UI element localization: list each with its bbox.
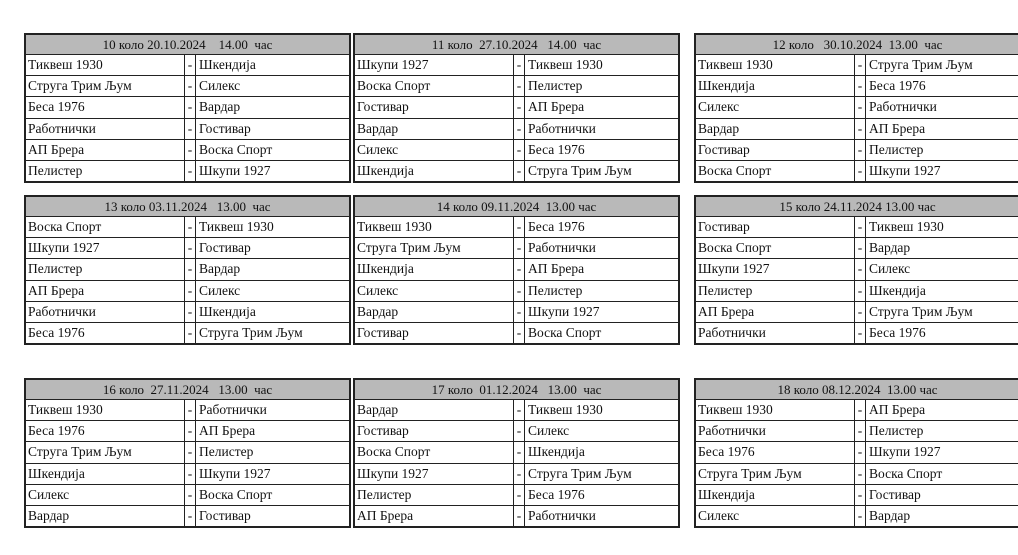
round-header: 16 коло 27.11.2024 13.00 час bbox=[26, 380, 349, 400]
match-row bbox=[26, 119, 349, 140]
match-row bbox=[696, 259, 1018, 280]
match-row bbox=[355, 140, 678, 161]
separator: - bbox=[855, 55, 866, 75]
away-team: АП Брера bbox=[869, 120, 926, 136]
home-team: Тиквеш 1930 bbox=[696, 55, 855, 75]
match-row bbox=[26, 217, 349, 238]
away-team: Воска Спорт bbox=[869, 465, 943, 481]
home-team: Шкендија bbox=[355, 161, 514, 181]
match-row bbox=[355, 238, 678, 259]
away-team: Вардар bbox=[199, 261, 241, 277]
match-row bbox=[696, 400, 1018, 421]
match-row bbox=[696, 119, 1018, 140]
match-row bbox=[696, 323, 1018, 343]
round-18-table bbox=[694, 378, 1018, 528]
match-row bbox=[355, 119, 678, 140]
away-team: Беса 1976 bbox=[869, 78, 926, 94]
match-row bbox=[696, 281, 1018, 302]
match-row bbox=[26, 421, 349, 442]
home-team: Работнички bbox=[696, 421, 855, 441]
separator: - bbox=[514, 464, 525, 484]
home-team: Пелистер bbox=[26, 259, 185, 279]
round-header: 17 коло 01.12.2024 13.00 час bbox=[355, 380, 678, 400]
home-team: Гостивар bbox=[355, 421, 514, 441]
home-team: АП Брера bbox=[355, 506, 514, 526]
match-row bbox=[355, 161, 678, 181]
home-team: Беса 1976 bbox=[26, 97, 185, 117]
separator: - bbox=[855, 281, 866, 301]
match-row bbox=[26, 400, 349, 421]
home-team: Гостивар bbox=[696, 217, 855, 237]
away-team: Пелистер bbox=[528, 282, 583, 298]
separator: - bbox=[514, 485, 525, 505]
separator: - bbox=[855, 161, 866, 181]
home-team: Силекс bbox=[696, 97, 855, 117]
away-team: Тиквеш 1930 bbox=[528, 402, 603, 417]
match-row bbox=[355, 76, 678, 97]
separator: - bbox=[185, 464, 196, 484]
home-team: Струга Трим Љум bbox=[26, 76, 185, 96]
home-team: Струга Трим Љум bbox=[696, 464, 855, 484]
away-team: Шкупи 1927 bbox=[528, 303, 600, 319]
match-row bbox=[26, 140, 349, 161]
home-team: Гостивар bbox=[355, 323, 514, 343]
separator: - bbox=[185, 506, 196, 526]
separator: - bbox=[855, 217, 866, 237]
home-team: Шкупи 1927 bbox=[26, 238, 185, 258]
match-row bbox=[696, 442, 1018, 463]
separator: - bbox=[855, 97, 866, 117]
separator: - bbox=[855, 506, 866, 526]
match-row bbox=[26, 281, 349, 302]
home-team: Воска Спорт bbox=[696, 238, 855, 258]
round-10-table bbox=[24, 33, 351, 183]
match-row bbox=[696, 55, 1018, 76]
away-team: Работнички bbox=[528, 120, 596, 136]
home-team: Струга Трим Љум bbox=[26, 442, 185, 462]
round-header: 15 коло 24.11.2024 13.00 час bbox=[696, 197, 1018, 217]
match-row bbox=[26, 259, 349, 280]
away-team: Гостивар bbox=[869, 486, 921, 502]
away-team: Беса 1976 bbox=[869, 324, 926, 340]
away-team: Воска Спорт bbox=[199, 141, 273, 157]
round-header: 11 коло 27.10.2024 14.00 час bbox=[355, 35, 678, 55]
match-row bbox=[696, 464, 1018, 485]
separator: - bbox=[514, 161, 525, 181]
round-12-table bbox=[694, 33, 1018, 183]
match-row bbox=[696, 485, 1018, 506]
match-row bbox=[355, 217, 678, 238]
home-team: Воска Спорт bbox=[355, 76, 514, 96]
separator: - bbox=[185, 281, 196, 301]
round-header: 10 коло 20.10.2024 14.00 час bbox=[26, 35, 349, 55]
match-row bbox=[696, 238, 1018, 259]
separator: - bbox=[185, 55, 196, 75]
away-team: Шкендија bbox=[199, 303, 256, 319]
away-team: Пелистер bbox=[869, 423, 924, 439]
match-row bbox=[355, 400, 678, 421]
separator: - bbox=[185, 302, 196, 322]
separator: - bbox=[855, 302, 866, 322]
away-team: Струга Трим Љум bbox=[199, 324, 303, 340]
home-team: Шкендија bbox=[696, 76, 855, 96]
home-team: Силекс bbox=[355, 140, 514, 160]
away-team: Силекс bbox=[199, 282, 241, 298]
home-team: Вардар bbox=[26, 506, 185, 526]
home-team: Тиквеш 1930 bbox=[26, 55, 185, 75]
separator: - bbox=[185, 97, 196, 117]
home-team: Беса 1976 bbox=[26, 421, 185, 441]
separator: - bbox=[514, 55, 525, 75]
home-team: Силекс bbox=[26, 485, 185, 505]
away-team: Струга Трим Љум bbox=[869, 303, 973, 319]
round-14-table bbox=[353, 195, 680, 345]
match-row bbox=[355, 302, 678, 323]
separator: - bbox=[514, 323, 525, 343]
away-team: Тиквеш 1930 bbox=[199, 219, 274, 234]
match-row bbox=[696, 506, 1018, 526]
away-team: АП Брера bbox=[199, 423, 256, 439]
away-team: Шкендија bbox=[528, 444, 585, 460]
separator: - bbox=[855, 140, 866, 160]
away-team: Вардар bbox=[869, 240, 911, 256]
separator: - bbox=[855, 400, 866, 420]
match-row bbox=[26, 323, 349, 343]
match-row bbox=[26, 506, 349, 526]
separator: - bbox=[855, 485, 866, 505]
match-row bbox=[26, 238, 349, 259]
away-team: Гостивар bbox=[199, 120, 251, 136]
match-row bbox=[26, 97, 349, 118]
match-row bbox=[696, 217, 1018, 238]
separator: - bbox=[514, 281, 525, 301]
match-row bbox=[26, 464, 349, 485]
match-row bbox=[26, 302, 349, 323]
home-team: Воска Спорт bbox=[355, 442, 514, 462]
away-team: Шкупи 1927 bbox=[869, 444, 941, 460]
home-team: Беса 1976 bbox=[696, 442, 855, 462]
away-team: Работнички bbox=[869, 99, 937, 115]
match-row bbox=[355, 464, 678, 485]
match-row bbox=[696, 161, 1018, 181]
separator: - bbox=[855, 442, 866, 462]
separator: - bbox=[185, 140, 196, 160]
away-team: Силекс bbox=[528, 423, 570, 439]
away-team: Вардар bbox=[869, 507, 911, 523]
separator: - bbox=[855, 464, 866, 484]
separator: - bbox=[855, 76, 866, 96]
home-team: Тиквеш 1930 bbox=[355, 217, 514, 237]
separator: - bbox=[514, 302, 525, 322]
match-row bbox=[696, 421, 1018, 442]
match-row bbox=[696, 76, 1018, 97]
separator: - bbox=[855, 259, 866, 279]
home-team: Вардар bbox=[355, 302, 514, 322]
round-header: 12 коло 30.10.2024 13.00 час bbox=[696, 35, 1018, 55]
home-team: Шкупи 1927 bbox=[355, 55, 514, 75]
away-team: Гостивар bbox=[199, 240, 251, 256]
away-team: Шкупи 1927 bbox=[199, 162, 271, 178]
home-team: Струга Трим Љум bbox=[355, 238, 514, 258]
separator: - bbox=[514, 238, 525, 258]
match-row bbox=[355, 259, 678, 280]
match-row bbox=[355, 281, 678, 302]
separator: - bbox=[514, 140, 525, 160]
separator: - bbox=[185, 217, 196, 237]
match-row bbox=[696, 140, 1018, 161]
match-row bbox=[355, 323, 678, 343]
round-11-table bbox=[353, 33, 680, 183]
away-team: Тиквеш 1930 bbox=[528, 57, 603, 72]
away-team: Работнички bbox=[528, 507, 596, 523]
away-team: Пелистер bbox=[199, 444, 254, 460]
home-team: Пелистер bbox=[696, 281, 855, 301]
home-team: АП Брера bbox=[696, 302, 855, 322]
separator: - bbox=[514, 97, 525, 117]
round-17-table bbox=[353, 378, 680, 528]
away-team: Шкендија bbox=[199, 57, 256, 72]
away-team: Шкупи 1927 bbox=[869, 162, 941, 178]
match-row bbox=[355, 506, 678, 526]
home-team: Пелистер bbox=[355, 485, 514, 505]
away-team: Силекс bbox=[199, 78, 241, 94]
separator: - bbox=[185, 259, 196, 279]
home-team: Работнички bbox=[26, 119, 185, 139]
home-team: Вардар bbox=[355, 119, 514, 139]
away-team: Воска Спорт bbox=[199, 486, 273, 502]
home-team: Воска Спорт bbox=[696, 161, 855, 181]
round-header: 18 коло 08.12.2024 13.00 час bbox=[696, 380, 1018, 400]
away-team: Работнички bbox=[528, 240, 596, 256]
home-team: Тиквеш 1930 bbox=[26, 400, 185, 420]
away-team: Шкендија bbox=[869, 282, 926, 298]
separator: - bbox=[514, 421, 525, 441]
home-team: Шкупи 1927 bbox=[696, 259, 855, 279]
separator: - bbox=[185, 323, 196, 343]
separator: - bbox=[514, 400, 525, 420]
separator: - bbox=[514, 119, 525, 139]
home-team: Вардар bbox=[355, 400, 514, 420]
separator: - bbox=[185, 161, 196, 181]
home-team: АП Брера bbox=[26, 281, 185, 301]
away-team: АП Брера bbox=[528, 99, 585, 115]
match-row bbox=[26, 161, 349, 181]
separator: - bbox=[185, 485, 196, 505]
match-row bbox=[355, 55, 678, 76]
home-team: Гостивар bbox=[696, 140, 855, 160]
home-team: Беса 1976 bbox=[26, 323, 185, 343]
match-row bbox=[26, 442, 349, 463]
separator: - bbox=[185, 442, 196, 462]
away-team: АП Брера bbox=[869, 402, 926, 417]
away-team: Пелистер bbox=[869, 141, 924, 157]
away-team: Беса 1976 bbox=[528, 486, 585, 502]
separator: - bbox=[514, 217, 525, 237]
away-team: Струга Трим Љум bbox=[869, 57, 973, 72]
match-row bbox=[696, 97, 1018, 118]
separator: - bbox=[185, 238, 196, 258]
away-team: Работнички bbox=[199, 402, 267, 417]
away-team: Воска Спорт bbox=[528, 324, 602, 340]
away-team: Струга Трим Љум bbox=[528, 162, 632, 178]
separator: - bbox=[185, 421, 196, 441]
match-row bbox=[26, 76, 349, 97]
separator: - bbox=[855, 421, 866, 441]
home-team: Гостивар bbox=[355, 97, 514, 117]
away-team: АП Брера bbox=[528, 261, 585, 277]
away-team: Гостивар bbox=[199, 507, 251, 523]
home-team: Шкендија bbox=[355, 259, 514, 279]
separator: - bbox=[855, 238, 866, 258]
match-row bbox=[696, 302, 1018, 323]
separator: - bbox=[855, 323, 866, 343]
away-team: Силекс bbox=[869, 261, 911, 277]
match-row bbox=[355, 97, 678, 118]
away-team: Беса 1976 bbox=[528, 141, 585, 157]
away-team: Тиквеш 1930 bbox=[869, 219, 944, 234]
home-team: Тиквеш 1930 bbox=[696, 400, 855, 420]
away-team: Струга Трим Љум bbox=[528, 465, 632, 481]
home-team: Шкендија bbox=[26, 464, 185, 484]
separator: - bbox=[514, 442, 525, 462]
home-team: Воска Спорт bbox=[26, 217, 185, 237]
away-team: Шкупи 1927 bbox=[199, 465, 271, 481]
separator: - bbox=[185, 76, 196, 96]
home-team: Работнички bbox=[26, 302, 185, 322]
round-13-table bbox=[24, 195, 351, 345]
home-team: Шкендија bbox=[696, 485, 855, 505]
home-team: Пелистер bbox=[26, 161, 185, 181]
round-16-table bbox=[24, 378, 351, 528]
away-team: Вардар bbox=[199, 99, 241, 115]
separator: - bbox=[185, 400, 196, 420]
home-team: Силекс bbox=[355, 281, 514, 301]
separator: - bbox=[855, 119, 866, 139]
match-row bbox=[355, 442, 678, 463]
separator: - bbox=[514, 259, 525, 279]
match-row bbox=[355, 421, 678, 442]
separator: - bbox=[514, 76, 525, 96]
separator: - bbox=[514, 506, 525, 526]
match-row bbox=[26, 485, 349, 506]
separator: - bbox=[185, 119, 196, 139]
away-team: Беса 1976 bbox=[528, 219, 585, 234]
match-row bbox=[26, 55, 349, 76]
round-header: 14 коло 09.11.2024 13.00 час bbox=[355, 197, 678, 217]
round-header: 13 коло 03.11.2024 13.00 час bbox=[26, 197, 349, 217]
home-team: Работнички bbox=[696, 323, 855, 343]
home-team: АП Брера bbox=[26, 140, 185, 160]
match-row bbox=[355, 485, 678, 506]
home-team: Вардар bbox=[696, 119, 855, 139]
home-team: Шкупи 1927 bbox=[355, 464, 514, 484]
round-15-table bbox=[694, 195, 1018, 345]
home-team: Силекс bbox=[696, 506, 855, 526]
away-team: Пелистер bbox=[528, 78, 583, 94]
